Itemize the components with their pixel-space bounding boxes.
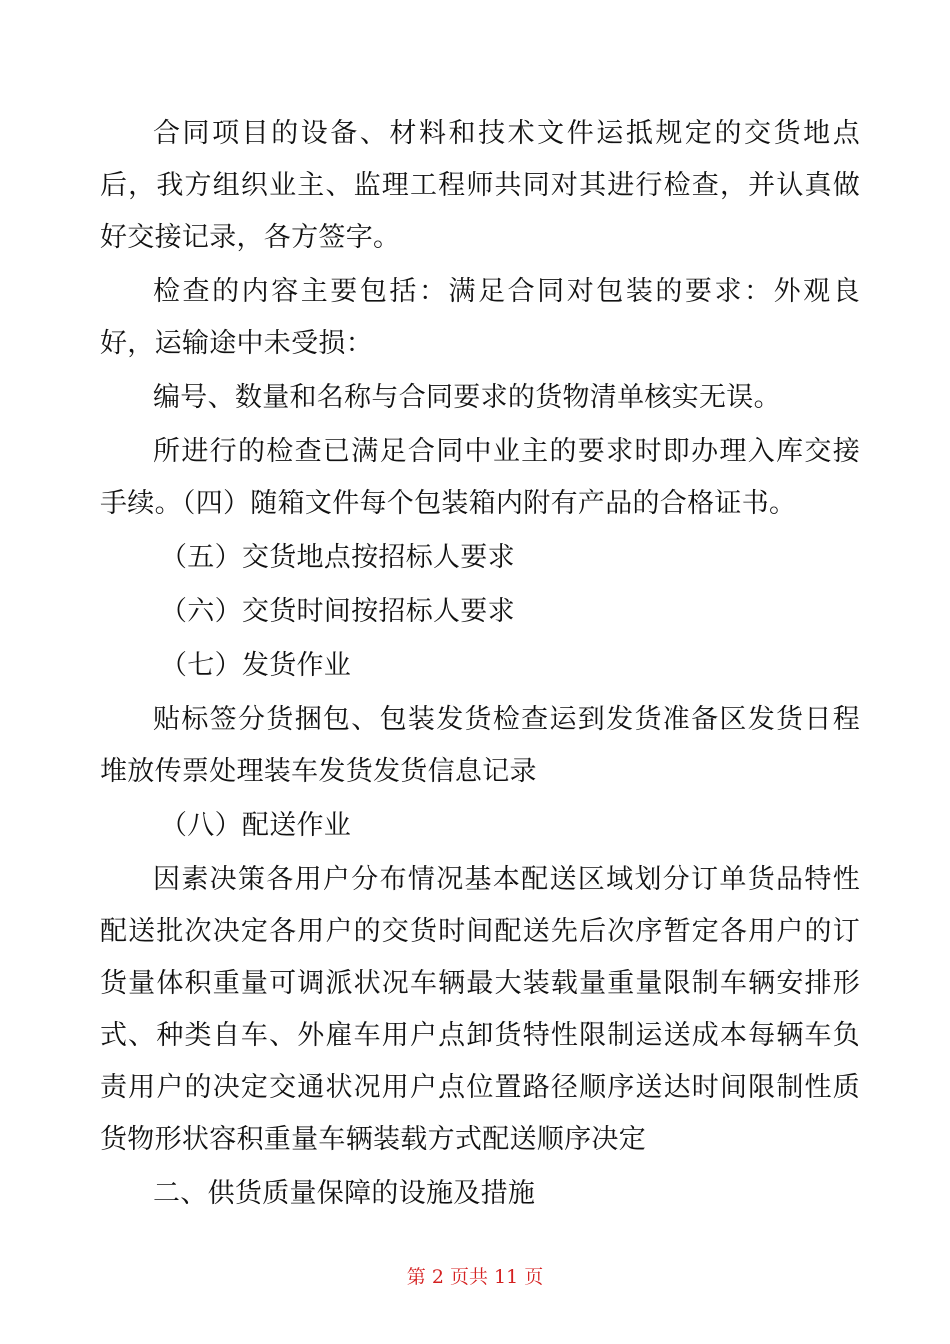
heading-quality-assurance: 二、供货质量保障的设施及措施 bbox=[153, 1178, 536, 1209]
heading-shipping-operation: （七）发货作业 bbox=[160, 650, 352, 681]
paragraph-inspection-intro: 合同项目的设备、材料和技术文件运抵规定的交货地点后，我方组织业主、监理工程师共同对其进行检查，并认真做好交接记录，各方签字。 bbox=[100, 118, 860, 253]
paragraph-shipping-steps: 贴标签分货捆包、包装发货检查运到发货准备区发货日程堆放传票处理装车发货发货信息记录 bbox=[100, 704, 860, 787]
paragraph-distribution-factors: 因素决策各用户分布情况基本配送区域划分订单货品特性配送批次决定各用户的交货时间配送先后次序暂定各用户的订货量体积重量可调派状况车辆最大装载量重量限制车辆安排形式、种类自车、外雇车用户点卸货特性限制运送成本每辆车负责用户的决定交通状况用户点位置路径顺序送达时间限制性质货物形状容积重量车辆装载方式配送顺序决定 bbox=[100, 864, 860, 1155]
document-body bbox=[100, 108, 860, 1222]
heading-delivery-location: （五）交货地点按招标人要求 bbox=[160, 542, 515, 573]
paragraph-handover: 所进行的检查已满足合同中业主的要求时即办理入库交接手续。（四）随箱文件每个包装箱内附有产品的合格证书。 bbox=[100, 436, 860, 519]
page-number-footer: 第 2 页共 11 页 bbox=[406, 1266, 544, 1288]
paragraph-inspection-content: 检查的内容主要包括：满足合同对包装的要求：外观良好，运输途中未受损： bbox=[100, 276, 860, 359]
heading-delivery-time: （六）交货时间按招标人要求 bbox=[160, 596, 515, 627]
heading-distribution-operation: （八）配送作业 bbox=[160, 810, 352, 841]
paragraph-numbering-check: 编号、数量和名称与合同要求的货物清单核实无误。 bbox=[153, 382, 781, 413]
